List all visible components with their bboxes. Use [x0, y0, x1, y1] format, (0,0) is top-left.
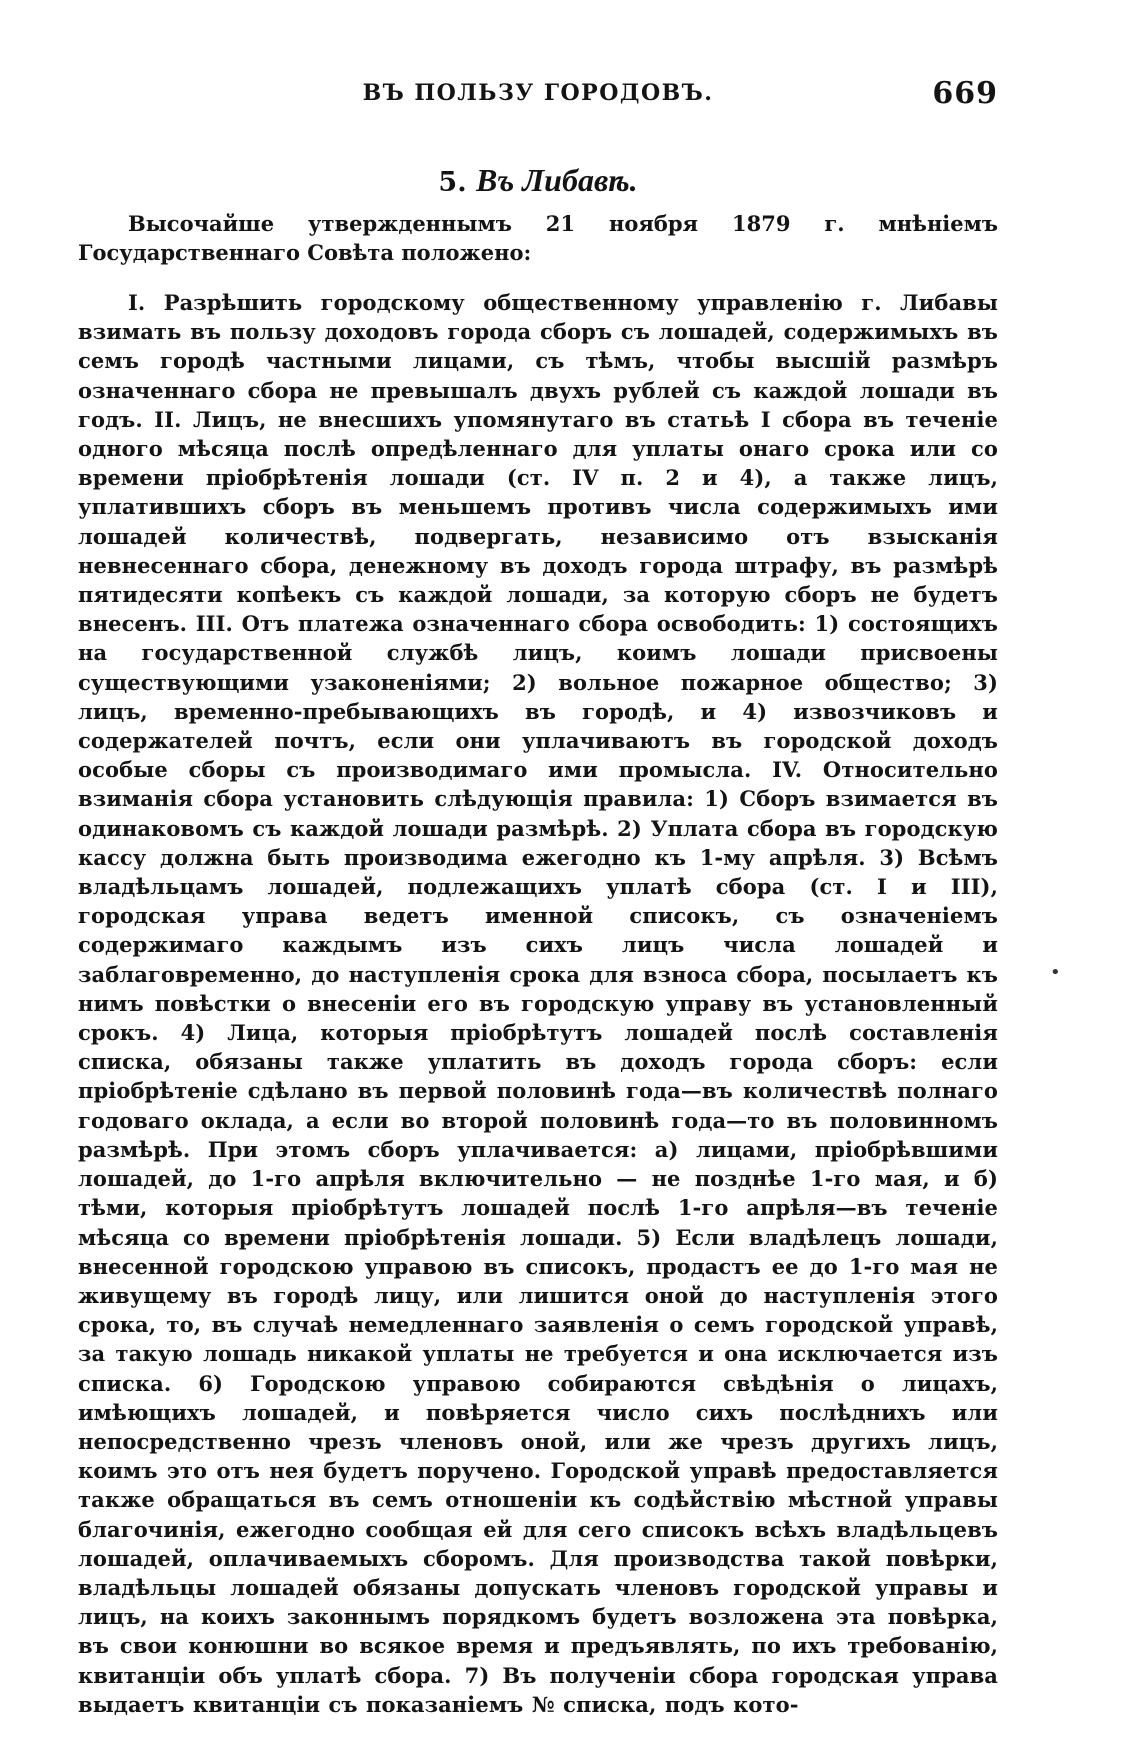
section-number: 5. — [438, 167, 467, 198]
section-heading — [78, 162, 998, 199]
body-paragraph: I. Разрѣшить городскому общественному управленію г. Либавы взимать въ пользу доходовъ города сборъ съ лошадей, содержимыхъ въ семъ городѣ частными лицами, съ тѣмъ, чтобы высшій размѣръ означеннаго сбора не превышалъ двухъ рублей съ каждой лошади въ годъ. II. Лицъ, не внесшихъ упомянутаго въ статьѣ I сбора въ теченіе одного мѣсяца послѣ опредѣленнаго для уплаты онаго срока или со времени пріобрѣтенія лошади (ст. IV п. 2 и 4), а также лицъ, уплатившихъ сборъ въ меньшемъ противъ числа содержимыхъ ими лошадей количествѣ, подвергать, независимо отъ взысканія невнесеннаго сбора, денежному въ доходъ города штрафу, въ размѣрѣ пятидесяти копѣекъ съ каждой лошади, за которую сборъ не будетъ внесенъ. III. Отъ платежа означеннаго сбора освободить: 1) состоящихъ на государственной службѣ лицъ, коимъ лошади присвоены существующими узаконеніями; 2) вольное пожарное общество; 3) лицъ, временно-пребывающихъ въ городѣ, и 4) извозчиковъ и содержателей почтъ, если они уплачиваютъ въ городской доходъ особые сборы съ производимаго ими промысла. IV. Относительно взиманія сбора установить слѣдующія правила: 1) Сборъ взимается въ одинаковомъ съ каждой лошади размѣрѣ. 2) Уплата сбора въ городскую кассу должна быть производима ежегодно къ 1-му апрѣля. 3) Всѣмъ владѣльцамъ лошадей, подлежащихъ уплатѣ сбора (ст. I и III), городская управа ведетъ именной списокъ, съ означеніемъ содержимаго каждымъ изъ сихъ лицъ числа лошадей и заблаговременно, до наступленія срока для взноса сбора, посылаетъ къ нимъ повѣстки о внесеніи его въ городскую управу въ установленный срокъ. 4) Лица, которыя пріобрѣтутъ лошадей послѣ составленія списка, обязаны также уплатить въ доходъ города сборъ: если пріобрѣтеніе сдѣлано въ первой половинѣ года—въ количествѣ полнаго годоваго оклада, а если во второй половинѣ года—то въ половинномъ размѣрѣ. При этомъ сборъ уплачивается: а) лицами, пріобрѣвшими лошадей, до 1-го апрѣля включительно — не позднѣе 1-го мая, и б) тѣми, которыя пріобрѣтутъ лошадей послѣ 1-го апрѣля—въ теченіе мѣсяца со времени пріобрѣтенія лошади. 5) Если владѣлецъ лошади, внесенной городскою управою въ списокъ, продастъ ее до 1-го мая не живущему въ городѣ лицу, или лишится оной до наступленія этого срока, то, въ случаѣ немедленнаго заявленія о семъ городской управѣ, за такую лошадь никакой уплаты не требуется и она исключается изъ списка. 6) Городскою управою собираются свѣдѣнія о лицахъ, имѣющихъ лошадей, и повѣряется число сихъ послѣднихъ или непосредственно чрезъ членовъ оной, или же чрезъ другихъ лицъ, коимъ это отъ нея будетъ поручено. Городской управѣ предоставляется также обращаться въ семъ отношеніи къ содѣйствію мѣстной управы благочинія, ежегодно сообщая ей для сего списокъ всѣхъ владѣльцевъ лошадей, оплачиваемыхъ сборомъ. Для производства такой повѣрки, владѣльцы лошадей обязаны допускать членовъ городской управы и лицъ, на коихъ законнымъ порядкомъ будетъ возложена эта повѣрка, въ свои конюшни во всякое время и предъявлять, по ихъ требованію, квитанціи объ уплатѣ сбора. 7) Въ полученіи сбора городская управа выдаетъ квитанціи съ показаніемъ № списка, подъ кото- — [78, 290, 998, 1717]
section-title: Въ Либавѣ. — [476, 162, 638, 198]
page-number: 669 — [932, 76, 998, 111]
document-page — [78, 76, 998, 1740]
intro-paragraph: Высочайше утвержденнымъ 21 ноября 1879 г. мнѣніемъ Государственнаго Совѣта положено: — [78, 211, 998, 265]
margin-dot-mark: • — [1050, 962, 1061, 983]
running-header — [78, 76, 998, 114]
running-title: ВЪ ПОЛЬЗУ ГОРОДОВЪ. — [362, 80, 714, 106]
